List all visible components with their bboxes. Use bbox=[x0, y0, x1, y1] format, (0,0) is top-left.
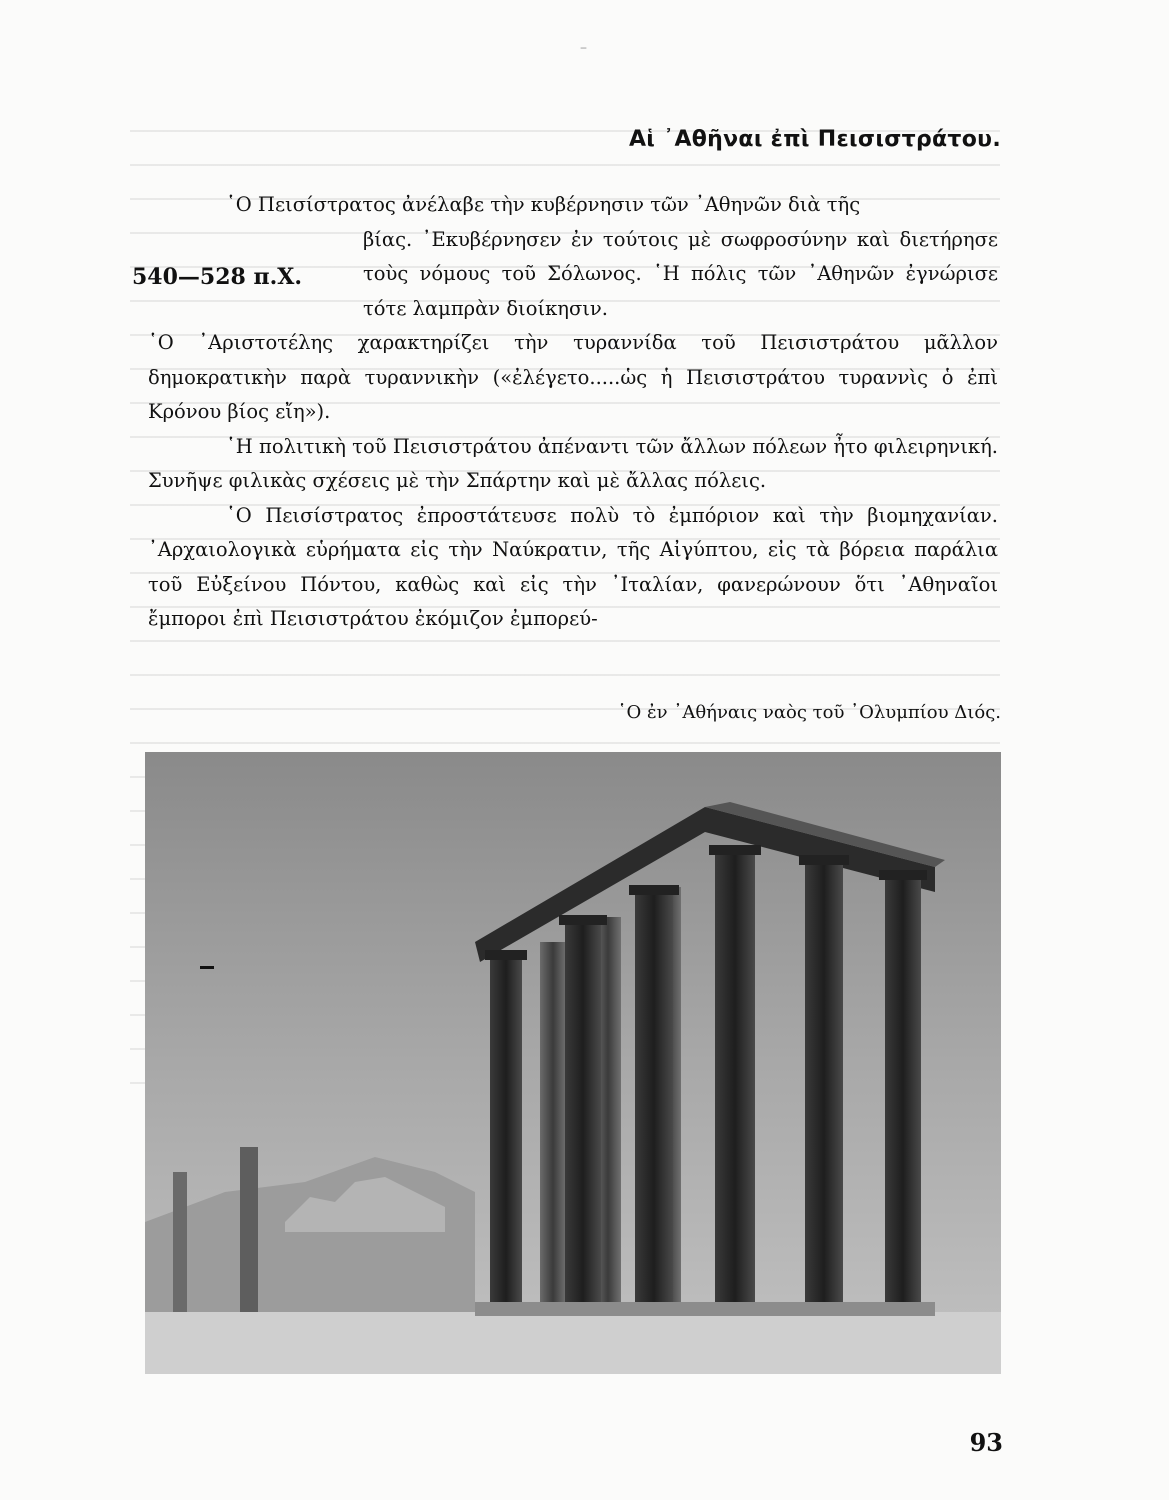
temple-column bbox=[715, 852, 755, 1312]
column-capital bbox=[799, 855, 849, 865]
paragraph-2: ῾Η πολιτικὴ τοῦ Πεισιστράτου ἀπέναντι τῶν ἄλλων πόλεων ἦτο φιλειρηνική. Συνῆψε φιλικὰς σχέσεις μὲ τὴν Σπάρτην καὶ μὲ ἄλλας πόλεις. bbox=[148, 434, 998, 492]
paragraph-1-part-2: βίας. ᾿Εκυβέρνησεν ἐν τούτοις μὲ σωφροσύνην καὶ διετήρησε τοὺς νόμους τοῦ Σόλωνος. ῾Η πόλις τῶν ᾿Αθηνῶν ἐγνώρισε τότε λαμπρὰν διοίκησιν. bbox=[363, 227, 998, 320]
paragraph-3: ῾Ο Πεισίστρατος ἐπροστάτευσε πολὺ τὸ ἐμπόριον καὶ τὴν βιομηχανίαν. ᾿Αρχαιολογικὰ εὑρήματα εἰς τὴν Ναύκρατιν, τῆς Αἰγύπτου, εἰς τὰ βόρεια παράλια τοῦ Εὐξείνου Πόντου, καθὼς καὶ εἰς τὴν ᾿Ιταλίαν, φανερώνουν ὅτι ᾿Αθηναῖοι ἔμποροι ἐπὶ Πεισιστράτου ἐκόμιζον ἐμπορεύ- bbox=[148, 503, 998, 630]
column-capital bbox=[629, 885, 679, 895]
column-capital bbox=[485, 950, 527, 960]
figure-caption: ῾Ο ἐν ᾿Αθήναις ναὸς τοῦ ᾿Ολυμπίου Διός. bbox=[617, 702, 1001, 723]
top-mark: – bbox=[580, 40, 587, 56]
paragraph-1 bbox=[148, 188, 998, 223]
body-text bbox=[148, 188, 998, 637]
column-capital bbox=[709, 845, 761, 855]
paragraph-1-continuation bbox=[148, 326, 998, 430]
paragraph-1-line-1: ῾Ο Πεισίστρατος ἀνέλαβε τὴν κυβέρνησιν τῶν ᾿Αθηνῶν διὰ τῆς bbox=[226, 193, 861, 216]
lone-column-left bbox=[173, 1172, 187, 1312]
ground bbox=[145, 1312, 1001, 1374]
temple-of-olympian-zeus-photo bbox=[145, 752, 1001, 1374]
chapter-title: Αἱ ᾿Αθῆναι ἐπὶ Πεισιστράτου. bbox=[628, 127, 1001, 152]
paragraph-1-indented-block bbox=[148, 223, 998, 327]
margin-date-note: 540—528 π.Χ. bbox=[132, 264, 302, 290]
temple-column bbox=[885, 877, 921, 1312]
temple-column bbox=[490, 957, 522, 1312]
temple-illustration bbox=[145, 752, 1001, 1374]
column-capital bbox=[559, 915, 607, 925]
temple-column bbox=[540, 942, 566, 1307]
page-number: 93 bbox=[969, 1428, 1003, 1457]
temple-column bbox=[635, 892, 673, 1312]
temple-column bbox=[805, 862, 843, 1312]
temple-column bbox=[565, 922, 601, 1312]
paragraph-1-part-3: ῾Ο ᾿Αριστοτέλης χαρακτηρίζει τὴν τυραννίδα τοῦ Πεισιστράτου μᾶλλον δημοκρατικὴν παρὰ τυραννικὴν («ἐλέγετο.....ὡς ἡ Πεισιστράτου τυραννὶς ὁ ἐπὶ Κρόνου βίος εἴη»). bbox=[148, 331, 998, 423]
column-capital bbox=[879, 870, 927, 880]
temple-base bbox=[475, 1302, 935, 1316]
lone-column-right bbox=[240, 1147, 258, 1312]
stray-ink-mark bbox=[200, 966, 214, 969]
